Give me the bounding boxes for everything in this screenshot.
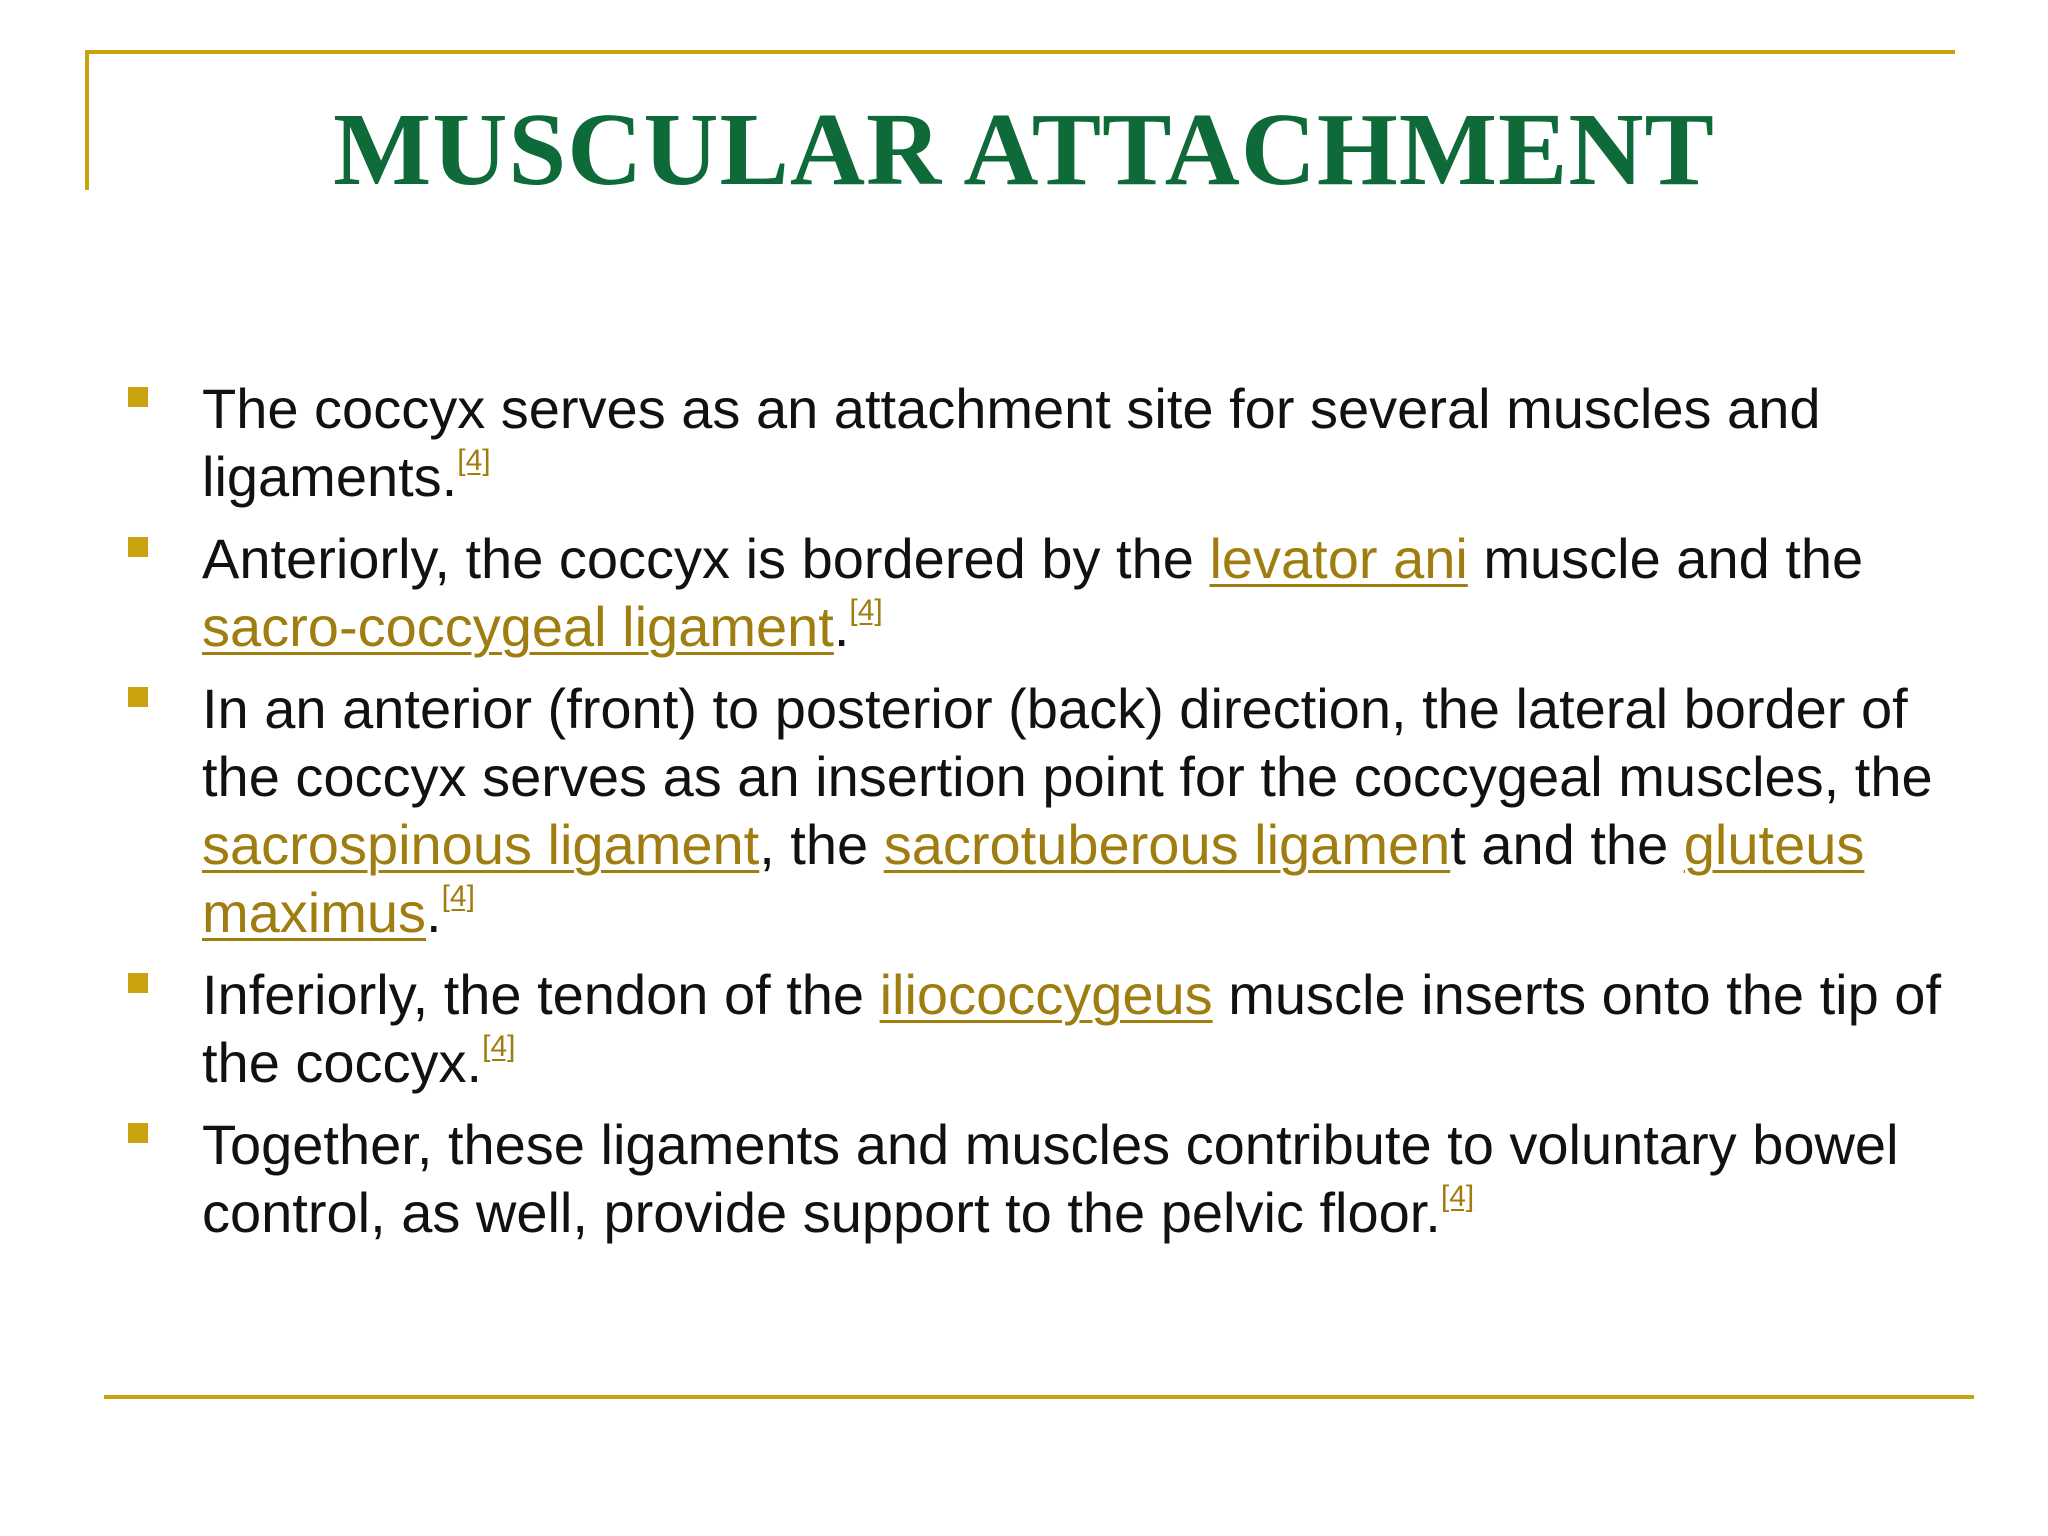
citation-link[interactable]: [4] <box>441 880 475 913</box>
link-levator-ani[interactable]: levator ani <box>1209 527 1468 590</box>
link-sacrospinous-ligament[interactable]: sacrospinous ligament <box>202 813 760 876</box>
bullet-text: Together, these ligaments and muscles contribute to voluntary bowel control, as well, provide support to the pelvic floor. <box>202 1113 1899 1244</box>
bullet-text: In an anterior (front) to posterior (back) direction, the lateral border of the coccyx serves as an insertion point for the coccygeal muscles, the <box>202 677 1933 808</box>
bullet-text: t and the <box>1450 813 1684 876</box>
bullet-text: muscle and the <box>1467 527 1864 590</box>
bullet-item <box>0 961 2048 1097</box>
bullet-list <box>0 375 2048 1261</box>
citation-link[interactable]: [4] <box>457 444 491 477</box>
bullet-text: Inferiorly, the tendon of the <box>202 963 880 1026</box>
link-gluteus-maximus[interactable]: gluteus maximus <box>202 813 1865 944</box>
bullet-text: muscle inserts onto the tip of the coccyx. <box>202 963 1942 1094</box>
bottom-border-line <box>104 1395 1974 1399</box>
citation-link[interactable]: [4] <box>482 1030 516 1063</box>
square-bullet-icon <box>128 687 148 707</box>
bullet-text: The coccyx serves as an attachment site for several muscles and ligaments. <box>202 377 1821 508</box>
citation-link[interactable]: [4] <box>849 594 883 627</box>
bullet-text: . <box>426 881 442 944</box>
link-sacrotuberous-ligament[interactable]: sacrotuberous ligamen <box>883 813 1451 876</box>
citation-link[interactable]: [4] <box>1440 1180 1475 1213</box>
square-bullet-icon <box>128 387 148 407</box>
bullet-item <box>0 675 2048 947</box>
bullet-item <box>0 375 2048 511</box>
square-bullet-icon <box>128 973 148 993</box>
square-bullet-icon <box>128 537 148 557</box>
square-bullet-icon <box>128 1123 148 1143</box>
bullet-text: Anteriorly, the coccyx is bordered by the <box>202 527 1210 590</box>
bullet-text: , the <box>759 813 884 876</box>
top-border-line <box>85 50 1955 54</box>
link-iliococcygeus[interactable]: iliococcygeus <box>879 963 1213 1026</box>
bullet-item <box>0 1111 2048 1247</box>
link-sacro-coccygeal-ligament[interactable]: sacro-coccygeal ligament <box>202 595 834 658</box>
bullet-text: . <box>833 595 850 658</box>
bullet-item <box>0 525 2048 661</box>
slide-title: MUSCULAR ATTACHMENT <box>333 92 1715 207</box>
